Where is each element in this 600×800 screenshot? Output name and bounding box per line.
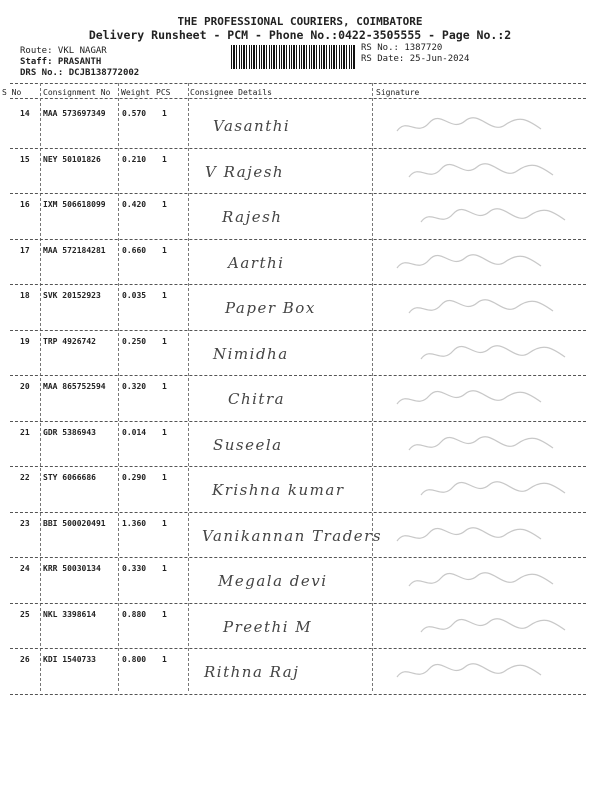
row-consignee-handwriting: Vanikannan Traders [202,526,383,545]
row-signature-scribble [419,341,569,370]
row-sno: 23 [20,518,30,528]
left-meta-block [20,46,139,79]
row-signature-scribble [407,159,557,188]
row-pcs: 1 [162,427,167,437]
row-consignee-handwriting: Krishna kumar [212,481,345,499]
row-pcs: 1 [162,518,167,528]
row-pcs: 1 [162,609,167,619]
row-signature-scribble [395,523,545,552]
col-header-sno: S No [2,88,22,97]
row-weight: 0.420 [122,200,147,209]
row-separator [10,512,586,513]
row-pcs: 1 [162,109,167,118]
row-weight: 1.360 [122,518,147,528]
runsheet-subtitle: Delivery Runsheet - PCM - Phone No.:0422-3505555 - Page No.:2 [88,28,512,42]
row-pcs: 1 [162,655,167,664]
row-signature-scribble [419,614,569,643]
row-consignment-no: SVK 20152923 [43,291,101,300]
row-separator [10,239,586,240]
column-divider [188,83,189,691]
right-meta-block [361,43,469,65]
row-sno: 20 [20,382,30,391]
row-consignee-handwriting: Vasanthi [213,117,291,135]
row-separator [10,375,586,376]
row-separator [10,694,586,695]
row-sno: 19 [20,336,30,346]
row-pcs: 1 [162,200,167,209]
row-weight: 0.210 [122,154,147,164]
row-signature-scribble [395,113,545,142]
row-signature-scribble [419,477,569,506]
row-consignment-no: BBI 500020491 [43,518,106,528]
row-separator [10,148,586,149]
row-weight: 0.800 [122,655,147,664]
rs-date-text: RS Date: 25-Jun-2024 [361,54,470,64]
row-sno: 25 [20,609,30,619]
row-sno: 16 [20,200,30,209]
row-sno: 21 [20,427,30,437]
row-weight: 0.290 [122,473,147,482]
col-header-consignee: Consignee Details [190,88,272,97]
col-header-signature: Signature [376,88,420,97]
column-divider [118,83,119,691]
row-consignee-handwriting: V Rajesh [205,162,285,181]
row-pcs: 1 [162,245,167,255]
row-sno: 17 [20,245,30,255]
row-consignee-handwriting: Aarthi [228,253,285,272]
row-consignment-no: STY 6066686 [43,473,96,482]
row-consignment-no: KDI 1540733 [43,655,96,664]
row-consignment-no: NKL 3398614 [43,609,96,619]
row-separator [10,466,586,467]
header-top-rule [10,83,586,84]
row-consignment-no: TRP 4926742 [43,336,96,346]
row-pcs: 1 [162,336,167,346]
row-consignment-no: NEY 50101826 [43,154,101,164]
col-header-pcs: PCS [156,88,171,97]
row-sno: 18 [20,291,30,300]
header-bottom-rule [10,98,586,99]
company-title: THE PROFESSIONAL COURIERS, COIMBATORE [177,15,423,28]
row-separator [10,421,586,422]
staff-text: Staff: PRASANTH [20,57,102,67]
row-separator [10,330,586,331]
drs-text: DRS No.: DCJB138772002 [20,68,140,78]
rs-number-text: RS No.: 1387720 [361,43,443,53]
row-pcs: 1 [162,382,167,391]
row-pcs: 1 [162,473,167,482]
col-header-consignment: Consignment No [43,88,111,97]
row-sno: 24 [20,564,30,573]
row-signature-scribble [395,250,545,279]
barcode [231,45,355,69]
row-weight: 0.660 [122,245,147,255]
row-consignee-handwriting: Rajesh [222,208,283,226]
row-separator [10,648,586,649]
row-pcs: 1 [162,154,167,164]
row-consignee-handwriting: Nimidha [213,344,289,363]
row-signature-scribble [419,204,569,233]
row-signature-scribble [395,659,545,688]
row-consignment-no: MAA 573697349 [43,109,106,118]
row-signature-scribble [407,295,557,324]
row-consignment-no: KRR 50030134 [43,564,101,573]
row-weight: 0.250 [122,336,147,346]
row-sno: 14 [20,109,30,118]
row-sno: 22 [20,473,30,482]
row-signature-scribble [407,432,557,461]
row-weight: 0.320 [122,382,147,391]
row-consignee-handwriting: Suseela [213,435,283,454]
row-pcs: 1 [162,564,167,573]
row-separator [10,557,586,558]
column-divider [372,83,373,691]
row-weight: 0.880 [122,609,147,619]
route-text: Route: VKL NAGAR [20,46,107,56]
row-weight: 0.570 [122,109,147,118]
row-separator [10,603,586,604]
row-signature-scribble [407,568,557,597]
row-consignment-no: MAA 865752594 [43,382,106,391]
row-consignment-no: IXM 506618099 [43,200,106,209]
row-consignment-no: MAA 572184281 [43,245,106,255]
col-header-weight: Weight [121,88,150,97]
row-weight: 0.330 [122,564,147,573]
row-consignee-handwriting: Preethi M [223,617,313,636]
row-pcs: 1 [162,291,167,300]
row-sno: 15 [20,154,30,164]
row-separator [10,284,586,285]
row-consignee-handwriting: Paper Box [225,299,316,317]
row-consignee-handwriting: Rithna Raj [204,663,300,681]
row-consignee-handwriting: Chitra [228,390,286,408]
row-weight: 0.035 [122,291,147,300]
row-weight: 0.014 [122,427,147,437]
row-consignment-no: GDR 5386943 [43,427,96,437]
row-signature-scribble [395,386,545,415]
column-divider [40,83,41,691]
row-sno: 26 [20,655,30,664]
row-separator [10,193,586,194]
row-consignee-handwriting: Megala devi [218,572,328,590]
